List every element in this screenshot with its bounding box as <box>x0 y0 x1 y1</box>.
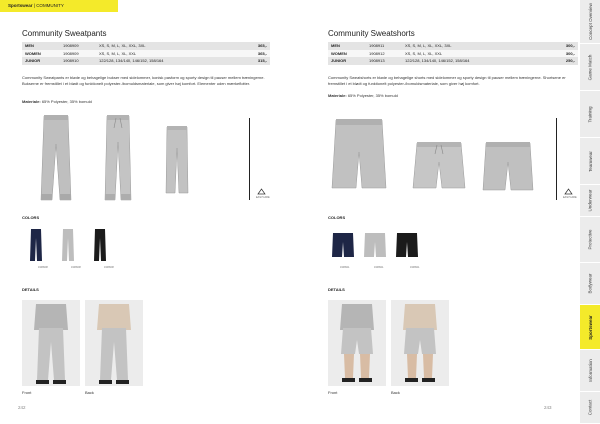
product-title: Community Sweatshorts <box>328 29 415 38</box>
table-row <box>328 50 578 58</box>
tab-underwear[interactable] <box>580 185 600 217</box>
swatch-code: 1908908 <box>71 266 81 269</box>
tab-information[interactable] <box>580 350 600 392</box>
tab-label: Contact <box>587 399 593 416</box>
tab-label: Game Match <box>587 54 593 80</box>
price-cell: 365,- <box>244 42 270 50</box>
product-description: Community Sweatshorts er bløde og behagelige shorts med sidelommer og sporty design til pauser mellem træningerne. Shortsene er fremstillet i et blødt og funktionelt polyester-/bomuldsmateriale, som giver høj komfort. <box>328 75 566 86</box>
segment-cell: MEN <box>328 42 366 50</box>
divider-line <box>556 118 557 200</box>
color-swatch-grey[interactable] <box>364 232 386 258</box>
sweatpants-image-2 <box>98 112 138 204</box>
color-swatch-black[interactable] <box>94 228 106 262</box>
detail-image-front <box>328 300 386 386</box>
front-caption: Front <box>328 390 338 395</box>
page-sweatpants <box>0 0 296 424</box>
article-cell: 1908911 <box>366 42 402 50</box>
colors-heading: COLORS <box>328 215 346 220</box>
details-heading: DETAILS <box>22 287 39 292</box>
sweatshorts-image-1 <box>330 116 388 194</box>
material-value: 65% Polyester, 35% bomuld <box>347 93 398 98</box>
tab-label: Concept Overview <box>587 3 593 40</box>
sizes-cell: XS, S, M, L, XL, XXL <box>96 50 244 58</box>
material-line <box>22 99 92 104</box>
segment-cell: MEN <box>22 42 60 50</box>
tab-concept-overview[interactable] <box>580 0 600 44</box>
material-label: Materiale: <box>22 99 41 104</box>
detail-image-back <box>391 300 449 386</box>
color-swatch-grey[interactable] <box>62 228 74 262</box>
article-cell: 1908909 <box>60 50 96 58</box>
sizes-cell: XS, S, M, L, XL, XXL <box>402 50 552 58</box>
sizes-cell: XS, S, M, L, XL, XXL, 3XL <box>402 42 552 50</box>
table-row <box>22 50 270 58</box>
page-number: 243 <box>544 405 552 410</box>
tab-game-match[interactable] <box>580 44 600 91</box>
table-row <box>328 42 578 50</box>
tab-training[interactable] <box>580 91 600 138</box>
tab-bodywear[interactable] <box>580 263 600 305</box>
sizes-cell: 122/128, 134/140, 146/152, 158/164 <box>96 57 244 65</box>
table-row <box>22 42 270 50</box>
page-sweatshorts <box>306 0 576 424</box>
price-cell: 300,- <box>552 50 578 58</box>
back-caption: Back <box>391 390 400 395</box>
material-label: Materiale: <box>328 93 347 98</box>
divider-line <box>249 118 250 200</box>
detail-image-front <box>22 300 80 386</box>
sizes-cell: 122/128, 134/140, 146/152, 158/164 <box>402 57 552 65</box>
product-title: Community Sweatpants <box>22 29 107 38</box>
swatch-code: 1908908 <box>38 266 48 269</box>
color-swatch-navy[interactable] <box>30 228 42 262</box>
tab-label: Underwear <box>587 189 593 212</box>
tab-contact[interactable] <box>580 392 600 424</box>
tab-label: Sportswear <box>587 314 593 340</box>
color-swatch-black[interactable] <box>396 232 418 258</box>
color-swatch-navy[interactable] <box>332 232 354 258</box>
easycare-icon <box>564 188 573 195</box>
tab-sportswear[interactable] <box>580 305 600 350</box>
tab-label: Bodywear <box>587 273 593 294</box>
material-value: 65% Polyester, 35% bomuld <box>41 99 92 104</box>
size-price-table <box>22 42 270 65</box>
price-cell: 315,- <box>244 57 270 65</box>
section-label: COMMUNITY <box>36 3 64 8</box>
sweatshorts-image-3 <box>482 140 534 194</box>
article-cell: 1908910 <box>60 57 96 65</box>
sweatshorts-image-2 <box>412 140 466 192</box>
size-price-table <box>328 42 578 65</box>
tab-label: Information <box>587 359 593 382</box>
swatch-code: 1908911 <box>410 266 420 269</box>
table-row <box>328 57 578 65</box>
section-tag: Sportswear | COMMUNITY <box>0 0 118 12</box>
swatch-code: 1908911 <box>374 266 384 269</box>
price-cell: 365,- <box>244 50 270 58</box>
sizes-cell: XS, S, M, L, XL, XXL, 3XL <box>96 42 244 50</box>
segment-cell: JUNIOR <box>22 57 60 65</box>
price-cell: 300,- <box>552 42 578 50</box>
article-cell: 1908912 <box>366 50 402 58</box>
sweatpants-image-3 <box>162 124 192 196</box>
tab-label: Teamwear <box>587 150 593 172</box>
tab-protective[interactable] <box>580 217 600 263</box>
category-label: Sportswear <box>8 3 33 8</box>
price-cell: 250,- <box>552 57 578 65</box>
page-number: 242 <box>18 405 26 410</box>
product-description: Community Sweatpants er bløde og behagelige bukser med sidelommer, konisk pasform og sporty design til pauser mellem træningerne. Bukserne er fremstillet i et blødt og funktionelt polyester-/bomuldsmateriale, som giver høj komfort. Elementer uden mærkeflotter. <box>22 75 265 86</box>
back-caption: Back <box>85 390 94 395</box>
sweatpants-image-1 <box>36 112 76 204</box>
details-heading: DETAILS <box>328 287 345 292</box>
tab-label: Protective <box>587 229 593 250</box>
front-caption: Front <box>22 390 32 395</box>
swatch-code: 1908911 <box>340 266 350 269</box>
material-line <box>328 93 398 98</box>
detail-image-back <box>85 300 143 386</box>
segment-cell: WOMEN <box>22 50 60 58</box>
article-cell: 1908913 <box>366 57 402 65</box>
tab-teamwear[interactable] <box>580 138 600 185</box>
table-row <box>22 57 270 65</box>
easycare-label: EASYCARE <box>256 196 270 199</box>
swatch-code: 1908908 <box>104 266 114 269</box>
article-cell: 1908909 <box>60 42 96 50</box>
easycare-icon <box>257 188 266 195</box>
segment-cell: JUNIOR <box>328 57 366 65</box>
colors-heading: COLORS <box>22 215 40 220</box>
section-tabs <box>580 0 600 424</box>
tab-label: Training <box>587 105 593 123</box>
easycare-label: EASYCARE <box>563 196 577 199</box>
segment-cell: WOMEN <box>328 50 366 58</box>
